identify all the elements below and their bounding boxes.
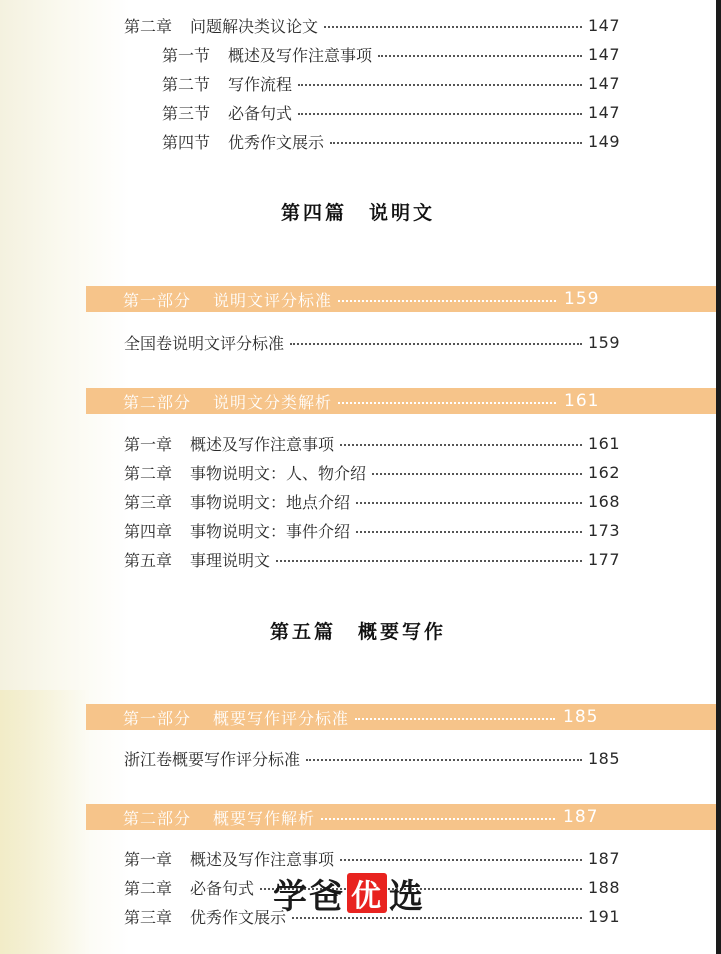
leader-dots (306, 759, 582, 761)
toc-row (162, 72, 620, 94)
toc-page-number: 191 (587, 906, 620, 926)
section-name: 概要写作 (358, 621, 447, 643)
toc-section: 第三节 (162, 103, 211, 123)
part-label: 第一部分 (123, 290, 192, 310)
part-label: 第二部分 (123, 808, 192, 828)
toc-page-number: 147 (587, 44, 620, 64)
toc-row (124, 490, 620, 512)
toc-page-number: 162 (587, 462, 620, 482)
part-page-number: 161 (564, 391, 600, 411)
toc-chapter: 第三章 (124, 907, 173, 927)
part-banner (86, 388, 716, 414)
toc-chapter: 第二章 (124, 463, 173, 483)
leader-dots (372, 473, 582, 475)
toc-page-number: 147 (587, 102, 620, 122)
toc-row (124, 747, 620, 769)
part-page-number: 187 (563, 807, 599, 827)
toc-title: 事物说明文：人、物介绍 (190, 463, 367, 483)
leader-dots (298, 113, 582, 115)
toc-page-number: 187 (587, 848, 620, 868)
toc-page-number: 185 (587, 748, 620, 768)
toc-chapter: 第二章 (124, 16, 173, 36)
toc-chapter: 第五章 (124, 550, 173, 570)
leader-dots (290, 343, 582, 345)
leader-dots (276, 560, 582, 562)
toc-title: 事理说明文 (190, 550, 271, 570)
toc-page-number: 161 (587, 433, 620, 453)
toc-page-number: 173 (587, 520, 620, 540)
part-title: 概要写作解析 (213, 808, 316, 828)
leader-dots (340, 859, 582, 861)
toc-page-number: 147 (587, 73, 620, 93)
leader-dots (356, 531, 582, 533)
watermark-text: 学爸 (273, 876, 345, 917)
toc-title: 概述及写作注意事项 (190, 434, 335, 454)
toc-title: 概述及写作注意事项 (228, 45, 373, 65)
toc-row (124, 461, 620, 483)
part-label: 第一部分 (123, 708, 192, 728)
toc-section: 第一节 (162, 45, 211, 65)
toc-chapter: 第一章 (124, 434, 173, 454)
toc-row (162, 130, 620, 152)
part-label: 第二部分 (123, 392, 192, 412)
section-heading (0, 617, 716, 644)
toc-page-number: 168 (587, 491, 620, 511)
part-page-number: 159 (564, 289, 600, 309)
page-edge (716, 0, 721, 954)
toc-page-number: 188 (587, 877, 620, 897)
toc-chapter: 第三章 (124, 492, 173, 512)
toc-section: 第二节 (162, 74, 211, 94)
toc-row (124, 519, 620, 541)
toc-row (124, 331, 620, 353)
toc-title: 浙江卷概要写作评分标准 (124, 749, 301, 769)
part-banner (86, 286, 716, 312)
toc-section: 第四节 (162, 132, 211, 152)
part-page-number: 185 (563, 707, 599, 727)
section-heading (0, 198, 716, 225)
toc-row (124, 847, 620, 869)
leader-dots (298, 84, 582, 86)
part-title: 说明文评分标准 (213, 290, 333, 310)
part-banner (86, 704, 716, 730)
toc-row (124, 432, 620, 454)
toc-page-number: 159 (587, 332, 620, 352)
toc-title: 必备句式 (228, 103, 293, 123)
toc-chapter: 第四章 (124, 521, 173, 541)
leader-dots (338, 300, 556, 302)
leader-dots (324, 26, 582, 28)
toc-title: 优秀作文展示 (228, 132, 325, 152)
toc-chapter: 第二章 (124, 878, 173, 898)
toc-page-number: 147 (587, 15, 620, 35)
leader-dots (340, 444, 582, 446)
toc-title: 全国卷说明文评分标准 (124, 333, 285, 353)
toc-title: 事物说明文：地点介绍 (190, 492, 351, 512)
toc-title: 事物说明文：事件介绍 (190, 521, 351, 541)
toc-title: 问题解决类议论文 (190, 16, 319, 36)
leader-dots (321, 818, 555, 820)
toc-title: 写作流程 (228, 74, 293, 94)
toc-page-number: 177 (587, 549, 620, 569)
part-title: 概要写作评分标准 (213, 708, 350, 728)
section-name: 说明文 (369, 202, 436, 224)
part-banner (86, 804, 716, 830)
watermark-boxed-char: 优 (347, 873, 387, 913)
toc-row (124, 14, 620, 36)
toc-row (162, 101, 620, 123)
leader-dots (338, 402, 556, 404)
toc-title: 优秀作文展示 (190, 907, 287, 927)
watermark-text: 选 (389, 876, 425, 917)
toc-page-number: 149 (587, 131, 620, 151)
leader-dots (330, 142, 582, 144)
toc-title: 必备句式 (190, 878, 255, 898)
toc-row (162, 43, 620, 65)
section-label: 第四篇 (280, 202, 347, 224)
page-tint (0, 690, 90, 954)
leader-dots (356, 502, 582, 504)
section-label: 第五篇 (269, 621, 336, 643)
toc-title: 概述及写作注意事项 (190, 849, 335, 869)
part-title: 说明文分类解析 (213, 392, 333, 412)
toc-row (124, 548, 620, 570)
leader-dots (378, 55, 582, 57)
leader-dots (355, 718, 555, 720)
watermark-logo (273, 868, 425, 918)
toc-chapter: 第一章 (124, 849, 173, 869)
